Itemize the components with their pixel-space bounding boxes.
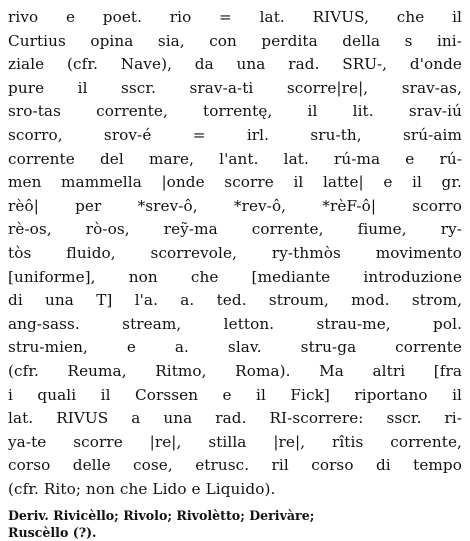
entry-line: stru-mien, e a. slav. stru-ga corrente: [8, 338, 462, 357]
entry-line: ang-sass. stream, letton. strau-me, pol.: [8, 314, 462, 333]
entry-line: lat. RIVUS a una rad. RI-scorrere: sscr. ri-: [8, 409, 462, 428]
entry-line: scorro, srov-é = irl. sru-th, srú-aim: [8, 125, 462, 144]
entry-line: rèô| per *srev-ô, *rev-ô, *rèF-ô| scorro: [8, 196, 462, 215]
entry-line: (cfr. Rito; non che Lido e Liquido).: [8, 479, 276, 498]
entry-line: tòs fluido, scorrevole, ry-thmòs movimento: [8, 243, 462, 262]
entry-line: Curtius opina sia, con perdita della s ini-: [8, 31, 462, 50]
entry-line: corrente del mare, l'ant. lat. rú-ma e rú-: [8, 149, 462, 168]
entry-line: men mammella |onde scorre il latte| e il gr.: [8, 173, 462, 192]
entry-line: ya-te scorre |re|, stilla |re|, rîtis corrente,: [8, 432, 462, 451]
derivatives-line: Deriv. Rivicèllo; Rivolo; Rivolètto; Derivàre;: [8, 508, 315, 524]
entry-line: sro-tas corrente, torrentę, il lit. srav-iú: [8, 102, 462, 121]
derivatives-line: Ruscèllo (?).: [8, 525, 97, 541]
derivatives: [8, 507, 462, 541]
entry-line: rivo e poet. rio = lat. RIVUS, che il: [8, 8, 462, 26]
entry-line: corso delle cose, etrusc. ril corso di tempo: [8, 456, 462, 475]
entry-line: rè-os, rò-os, reỹ-ma corrente, fiume, ry-: [8, 220, 462, 239]
entry-line: ziale (cfr. Nave), da una rad. SRU-, d'onde: [8, 55, 462, 74]
entry-line: pure il sscr. srav-a-ti scorre|re|, srav-as,: [8, 78, 462, 97]
entry-line: i quali il Corssen e il Fick] riportano il: [8, 385, 462, 404]
entry-line: di una T] l'a. a. ted. stroum, mod. strom,: [8, 291, 462, 310]
entry-line: (cfr. Reuma, Ritmo, Roma). Ma altri [fra: [8, 361, 462, 380]
entry-line: [uniforme], non che [mediante introduzione: [8, 267, 462, 286]
dictionary-entry: [8, 6, 462, 501]
